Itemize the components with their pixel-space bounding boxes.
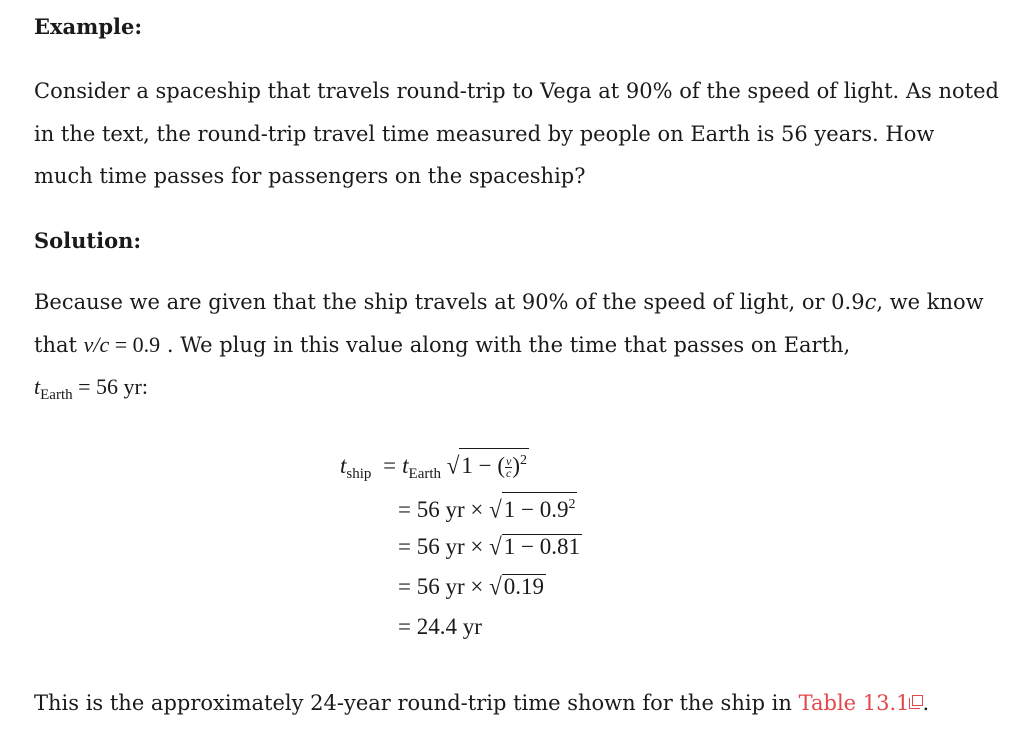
earth-time-var: t: [34, 374, 41, 399]
equation-line-3: [398, 534, 582, 560]
solution-text-b: , we know that: [34, 290, 984, 357]
speed-of-light-var: c: [864, 290, 877, 314]
solution-heading: Solution:: [34, 228, 142, 253]
radical-icon: √: [489, 573, 502, 600]
earth-time-sub: Earth: [40, 387, 73, 403]
conclusion-text-a: This is the approximately 24-year round-trip time shown for the ship in: [34, 691, 799, 715]
solution-text-a: Because we are given that the ship travels at 90% of the speed of light, or 0.9: [34, 290, 865, 314]
time-dilation-equations: [340, 440, 660, 650]
equation-line-1: [340, 448, 529, 483]
radical-icon: √: [489, 496, 502, 523]
ship-time-var: t: [340, 453, 347, 478]
fraction-numerator: v: [506, 454, 512, 469]
table-link-label[interactable]: Table 13.1: [798, 691, 910, 715]
close-paren: ): [512, 453, 521, 478]
conclusion-period: .: [922, 691, 930, 715]
earth-time-value: = 56 yr:: [72, 374, 148, 399]
line-4-prefix: = 56 yr ×: [398, 574, 490, 599]
line-2-prefix: = 56 yr ×: [398, 497, 490, 522]
radicand-2-text: 1 − 0.9: [503, 497, 569, 522]
example-problem-text: Consider a spaceship that travels round-trip to Vega at 90% of the speed of light. As noted in the text, the round-trip travel time measured by people on Earth is 56 years. How much time passes for passengers on the spaceship?: [34, 79, 999, 188]
radicand-4-text: 0.19: [503, 574, 544, 599]
radicand-3-text: 1 − 0.81: [503, 534, 580, 559]
equals-sign: =: [383, 453, 397, 478]
external-link-icon[interactable]: [912, 695, 923, 706]
equation-line-4: [398, 574, 546, 600]
equation-line-2: [398, 492, 577, 523]
solution-text-c: . We plug in this value along with the time that passes on Earth,: [160, 332, 851, 357]
radical-icon: √: [446, 452, 460, 479]
earth-time-expression: [34, 374, 148, 403]
radical-icon: √: [489, 533, 502, 560]
equation-line-5: = 24.4 yr: [398, 614, 482, 639]
conclusion-text: [34, 682, 999, 725]
example-heading: Example:: [34, 14, 143, 39]
ship-time-sub: ship: [346, 466, 372, 482]
solution-text: [34, 281, 999, 417]
velocity-ratio: v/c: [83, 331, 110, 357]
earth-time-var-eq: t: [402, 453, 409, 478]
radicand-1-text: 1 − (: [461, 453, 506, 478]
table-13-1-link[interactable]: [799, 691, 923, 715]
exponent-1: 2: [520, 453, 528, 468]
velocity-ratio-value: = 0.9: [109, 331, 161, 357]
fraction-denominator: c: [506, 466, 512, 481]
earth-time-sub-eq: Earth: [408, 466, 442, 482]
exponent-2: 2: [568, 497, 576, 512]
line-3-prefix: = 56 yr ×: [398, 534, 490, 559]
square-root-1: [447, 448, 529, 479]
